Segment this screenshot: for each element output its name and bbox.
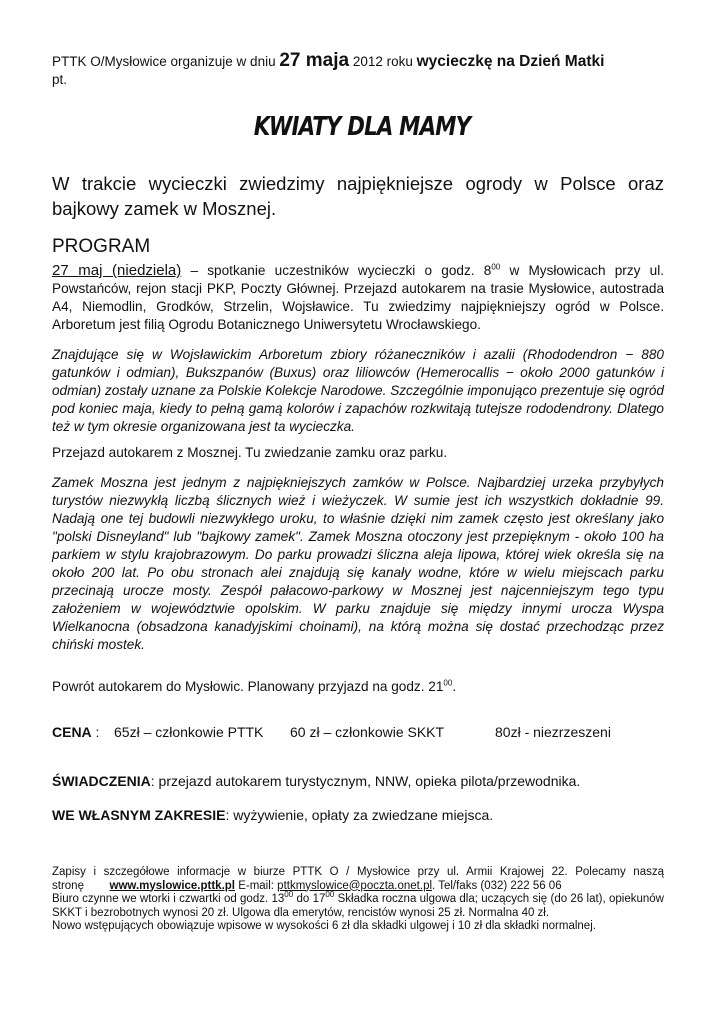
intro-year: 2012 roku: [349, 54, 417, 69]
email-label: E-mail:: [235, 879, 278, 892]
hours-sup-2: 00: [325, 890, 335, 900]
intro-trip: wycieczkę na Dzień Matki: [416, 53, 605, 70]
hours-sup-1: 00: [284, 890, 294, 900]
program-day: 27 maj (niedziela): [52, 262, 182, 279]
phone-text: . Tel/faks (032) 222 56 06: [432, 879, 562, 892]
own-expense-line: [52, 806, 664, 824]
entry-fee-text: Nowo wstępujących obowiązuje wpisowe w wysokości 6 zł dla składki ulgowej i 10 zł dla składki normalnej.: [52, 920, 596, 932]
program-p1-text: – spotkanie uczestników wycieczki o godz. 8: [181, 263, 492, 278]
return-dot: .: [452, 679, 457, 694]
intro-date: 27 maja: [279, 50, 350, 71]
lead-paragraph: W trakcie wycieczki zwiedzimy najpiękniejsze ogrody w Polsce oraz bajkowy zamek w Mosznej.: [52, 173, 664, 219]
own-text: : wyżywienie, opłaty za zwiedzane miejsca.: [225, 807, 494, 823]
price-sep: :: [91, 724, 100, 740]
email-link[interactable]: pttkmyslowice@poczta.onet.pl: [277, 879, 433, 892]
services-text: : przejazd autokarem turystycznym, NNW, opieka pilota/przewodnika.: [150, 773, 581, 789]
return-paragraph: [52, 678, 664, 696]
intro-tail: pt.: [52, 72, 68, 87]
castle-paragraph: Zamek Moszna jest jednym z najpiękniejszych zamków w Polsce. Najbardziej urzeka przybyłych turystów niezwykłą liczbą ślicznych wież i wieżyczek. W sumie jest ich wszystkich dokładnie 99. Nadają one tej budowli niezwykłego uroku, to właśnie dzięki nim zamek często jest określany jako "polski Disneyland" lub "bajkowy zamek". Zamek Moszna otoczony jest przepięknym - około 100 ha parkiem w stylu krajobrazowym. Do parku prowadzi śliczna aleja lipowa, której wiek określa się na około 200 lat. Po obu stronach alei znajdują się kanały wodne, które w wielu miejscach parku przecinają urocze mosty. Zespół pałacowo-parkowy w Mosznej jest najcenniejszym tego typu założeniem w województwie opolskim. W parku znajduje się między innymi urocza Wyspa Wielkanocna (obsadzona kanadyjskimi choinami), na którą można się dostać przechodząc przez chiński mostek.: [52, 475, 664, 652]
website-link[interactable]: www.myslowice.pttk.pl: [109, 879, 235, 892]
return-sup: 00: [443, 678, 453, 688]
price-skkt: 60 zł – członkowie SKKT: [290, 724, 445, 740]
program-p1-rest: w Mysłowicach przy ul. Powstańców, rejon stacji PKP, Poczty Głównej. Przejazd autokarem na trasie Mysłowice, autostrada A4, Niemodlin, Grodków, Strzelin, Wojsławice. Tu zwiedzimy najpiękniejszy ogród w Polsce. Arboretum jest filią Ogrodu Botanicznego Uniwersytetu Wrocławskiego.: [52, 263, 664, 332]
hours-text: Biuro czynne we wtorki i czwartki od godz. 13: [52, 893, 285, 905]
footer-info: Zapisy i szczegółowe informacje w biurze PTTK O / Mysłowice przy ul. Armii Krajowej 22. Polecamy naszą stronę: [52, 866, 664, 892]
services-line: [52, 772, 664, 790]
intro-line: [52, 52, 672, 89]
price-label-group: [52, 724, 99, 740]
arboretum-paragraph: Znajdujące się w Wojsławickim Arboretum zbiory różaneczników i azalii (Rhododendron − 880 gatunków i odmian), Bukszpanów (Buxus) oraz liliowców (Hemerocallis − około 2000 gatunków i odmian) zostały uznane za Polskie Kolekcje Narodowe. Szczególnie imponująco prezentuje się ogród pod koniec maja, kiedy to pełną gamą kolorów i zapachów rozkwitają tutejsze rododendrony. Dlatego też w tym okresie organizowana jest ta wycieczka.: [52, 347, 664, 434]
intro-prefix: PTTK O/Mysłowice organizuje w dniu: [52, 54, 280, 69]
price-pttk: 65zł – członkowie PTTK: [114, 724, 264, 740]
return-text: Powrót autokarem do Mysłowic. Planowany przyjazd na godz. 21: [52, 679, 444, 694]
price-label: CENA: [52, 724, 92, 740]
hours-to: do 17: [293, 893, 326, 905]
page-title: KWIATY DLA MAMY: [253, 112, 471, 142]
price-others: 80zł - niezrzeszeni: [495, 724, 611, 740]
program-p1-sup: 00: [491, 262, 501, 272]
services-label: ŚWIADCZENIA: [52, 773, 151, 789]
fee-text: Składka roczna ulgowa dla; uczących się (do 26 lat), opiekunów SKKT i bezrobotnych wynosi 20 zł. Ulgowa dla emerytów, rencistów wynosi 25 zł. Normalna 40 zł.: [52, 893, 664, 919]
program-heading: PROGRAM: [52, 236, 151, 257]
program-paragraph-1: [52, 262, 664, 334]
own-label: WE WŁASNYM ZAKRESIE: [52, 807, 226, 823]
footer: [52, 866, 664, 934]
moszna-transfer: Przejazd autokarem z Mosznej. Tu zwiedzanie zamku oraz parku.: [52, 445, 448, 460]
